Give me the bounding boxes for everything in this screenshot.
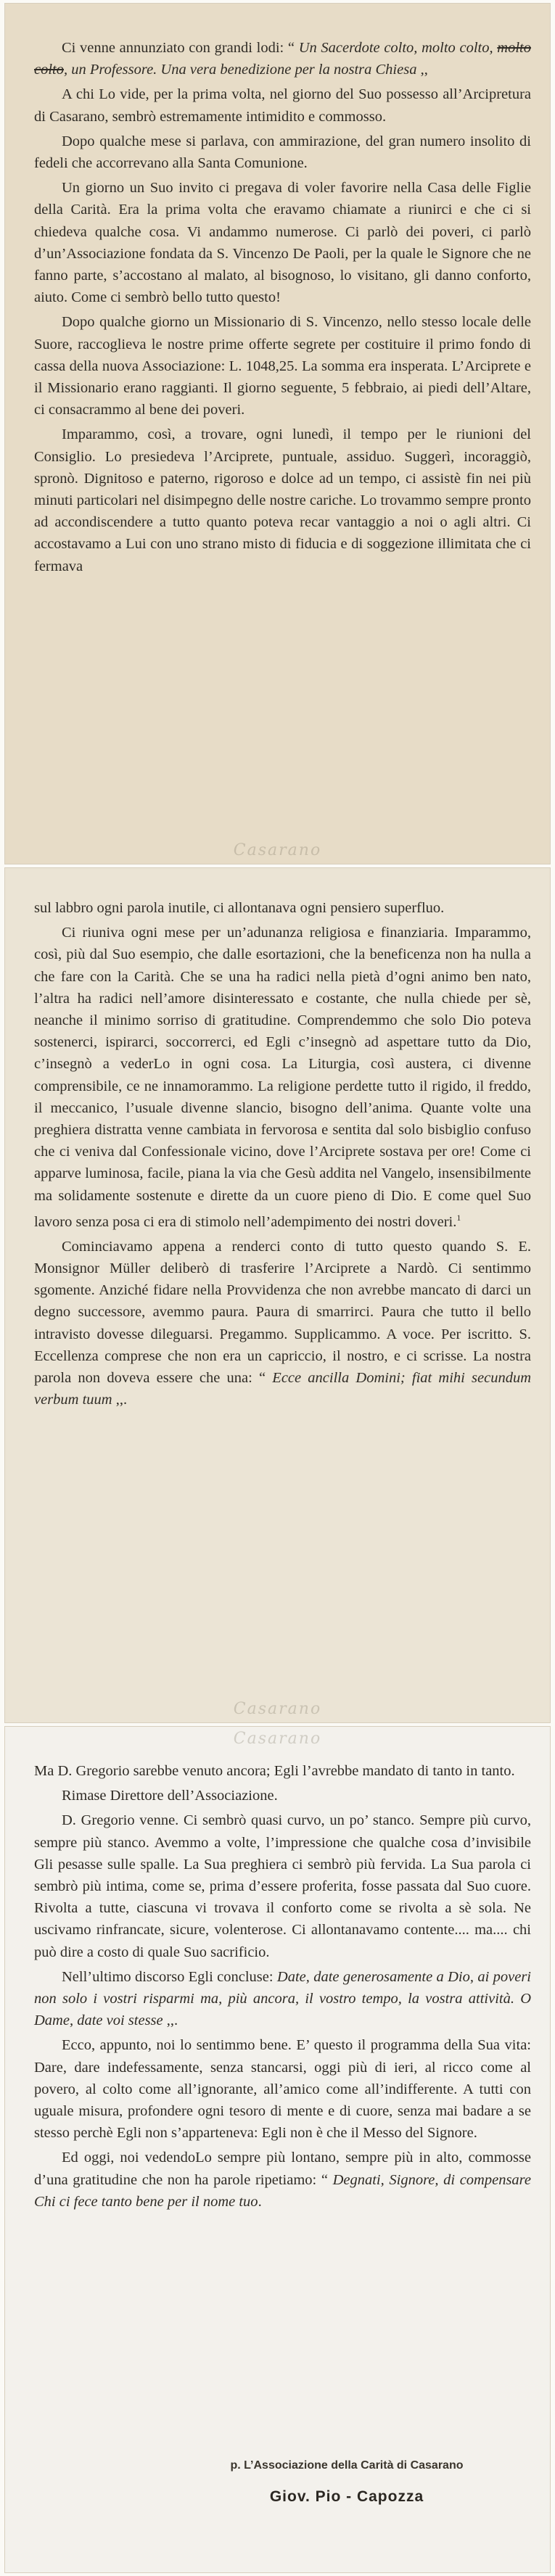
paragraph: D. Gregorio venne. Ci sembrò quasi curvo, un po’ stanco. Sempre più curvo, sempre più stanco. Avemmo a volte, l’impressione che qualche cosa d’invisibile Gli pesasse sulle spalle. La Sua preghiera ci sembrò più fervida. La Sua parola ci sembrò più intima, come se, prima d’essere proferita, fosse passata dal Suo cuore. Rivolta a tutte, ciascuna vi trovava il conforto come se rivolta a sè sola. Ne uscivamo rinfrancate, sicure, volenterose. Ci allontanavamo contente.... ma.... chi può dire a costo di quale Suo sacrificio. (34, 1812, 531, 1960)
page-1-text (34, 37, 531, 577)
paragraph: Dopo qualche mese si parlava, con ammirazione, del gran numero insolito di fedeli che accorrevano alla Santa Comunione. (34, 133, 531, 172)
paragraph (34, 2147, 531, 2213)
signature-organization: p. L’Associazione della Carità di Casarano (230, 2459, 464, 2472)
paragraph: Rimase Direttore dell’Associazione. (62, 1788, 278, 1804)
quote-close: . (258, 2193, 262, 2210)
signature-name: Giov. Pio - Capozza (269, 2488, 424, 2505)
struck-text: molto colto (34, 40, 531, 78)
page-1 (4, 3, 551, 864)
quoted-prayer: Degnati, Signore, di compensare Chi ci fece tanto bene per il nome tuo (34, 2171, 531, 2210)
quoted-exhortation: Date, date generosamente a Dio, ai poveri non solo i vostri risparmi ma, più ancora, il vostro tempo, la vostra attività. O Dame, date voi stesse (34, 1968, 531, 2029)
paragraph-text: Ci venne annunziato con grandi lodi: “ (62, 40, 299, 56)
latin-quote: Ecce ancilla Domini; fiat mihi secundum verbum tuum (34, 1370, 531, 1408)
quote-close: ,,. (112, 1392, 128, 1408)
paragraph: Imparammo, così, a trovare, ogni lunedì, il tempo per le riunioni del Consiglio. Lo presiedeva l’Arciprete, puntuale, assiduo. Suggerì, incoraggiò, spronò. Dignitoso e paterno, rigoroso e dolce ad un tempo, ci assistè fin nei più minuti particolari nel disimpegno delle nostre cariche. Lo trovammo sempre pronto ad accondiscendere a tutto quanto poteva recar vantaggio a noi o agli altri. Ci accostavamo a Lui con uno strano misto di fiducia e di soggezione illimitata che ci fermava (34, 426, 531, 574)
quote-text: Un Sacerdote colto, molto colto, (298, 40, 498, 56)
page-3-text (34, 1760, 531, 2213)
paragraph: Ecco, appunto, noi lo sentimmo bene. E’ questo il programma della Sua vita: Dare, dare indefessamente, senza stancarsi, oggi più di ieri, al ricco come al povero, al colto come all’ignorante, all’amico come all’indifferente. A tutti con uguale misura, profondere ogni tesoro di mente e di cuore, senza mai badare a se stesso perchè Egli non s’apparteneva: Egli non è che il Messo del Signore. (34, 2037, 531, 2142)
paragraph: sul labbro ogni parola inutile, ci allontanava ogni pensiero superfluo. (34, 900, 445, 916)
watermark: Casarano (233, 841, 322, 859)
paragraph (34, 1966, 531, 2032)
watermark: Casarano (233, 1700, 322, 1718)
paragraph-text: Ed oggi, noi vedendoLo sempre più lontano, sempre più in alto, commosse d’una gratitudine che non ha parole ripetiamo: “ (34, 2150, 531, 2188)
paragraph (34, 37, 531, 80)
paragraph (34, 922, 531, 1233)
paragraph: Dopo qualche giorno un Missionario di S. Vincenzo, nello stesso locale delle Suore, raccoglieva le nostre prime offerte segrete per costituire il primo fondo di cassa della nuova Associazione: L. 1048,25. La somma era insperata. L’Arciprete e il Missionario erano raggianti. Il giorno seguente, 5 febbraio, ai piedi dell’Altare, ci consacrammo al bene dei poveri. (34, 314, 531, 418)
paragraph: Ma D. Gregorio sarebbe venuto ancora; Egli l’avrebbe mandato di tanto in tanto. (34, 1763, 515, 1779)
paragraph: A chi Lo vide, per la prima volta, nel giorno del Suo possesso all’Arcipretura di Casarano, sembrò estremamente intimidito e commosso. (34, 86, 531, 125)
paragraph-text: Nell’ultimo discorso Egli concluse: (62, 1968, 277, 1985)
quote-close: ,, (416, 62, 428, 78)
page-2-text (34, 897, 531, 1411)
page-3 (4, 1726, 551, 2573)
quote-close: ,,. (163, 2012, 178, 2029)
page-2 (4, 867, 551, 1723)
watermark: Casarano (233, 1730, 322, 1748)
paragraph-text: Cominciavamo appena a renderci conto di tutto questo quando S. E. Monsignor Müller deliberò di trasferire l’Arciprete a Nardò. Ci sentimmo sgomente. Anziché fidare nella Provvidenza che non avrebbe mancato di darci un degno successore, avemmo paura. Paura di smarrirci. Paura che tutto il bello intravisto dovesse dileguarsi. Pregammo. Supplicammo. A voce. Per iscritto. S. Eccellenza comprese che non era un capriccio, il nostro, e ci scrisse. La nostra parola non doveva essere che una: “ (34, 1238, 531, 1387)
paragraph (34, 1236, 531, 1411)
footnote-marker: 1 (456, 1212, 461, 1223)
quote-text: , un Professore. Una vera benedizione per la nostra Chiesa (64, 62, 417, 78)
quoted-praise (299, 40, 498, 56)
paragraph-text: Ci riuniva ogni mese per un’adunanza religiosa e finanziaria. Imparammo, così, più dal Suo esempio, che dalle esortazioni, che la beneficenza non ha nulla a che fare con la Carità. Che se una ha radici nella pietà d’ogni animo ben nato, l’altra ha radici nell’amore disinteressato e costante, che nulla chiede per sè, neanche il minimo sorriso di gratitudine. Comprendemmo che solo Dio poteva sostenerci, ispirarci, soccorrerci, ed Egli c’insegnò ad aspettare tutto da Dio, c’insegnò a vederLo in ogni cosa. La Liturgia, così austera, ci divenne comprensibile, ce ne innamorammo. La religione perdette tutto il rigido, il freddo, il meccanico, l’usuale divenne slancio, bisogno dell’anima. Quante volte una preghiera distratta venne cambiata in fervorosa e sentita dal solo bisbiglio confuso che ci veniva dal Confessionale vicino, dove l’Arciprete sostava per ore! Come ci apparve luminosa, facile, piana la via che Gesù addita nel Vangelo, insensibilmente ma solidamente sostenute e dirette da un cuore pieno di Dio. E come quel Suo lavoro senza posa ci era di stimolo nell’adempimento dei nostri doveri. (34, 925, 531, 1230)
paragraph: Un giorno un Suo invito ci pregava di voler favorire nella Casa delle Figlie della Carità. Era la prima volta che eravamo chiamate a riunirci e che ci si chiedeva qualche cosa. Vi andammo numerose. Ci parlò dei poveri, ci parlò d’un’Associazione fondata da S. Vincenzo De Paoli, per la quale le Signore che ne fanno parte, s’accostano al malato, al bisognoso, lo visitano, gli danno conforto, aiuto. Come ci sembrò bello tutto questo! (34, 180, 531, 306)
